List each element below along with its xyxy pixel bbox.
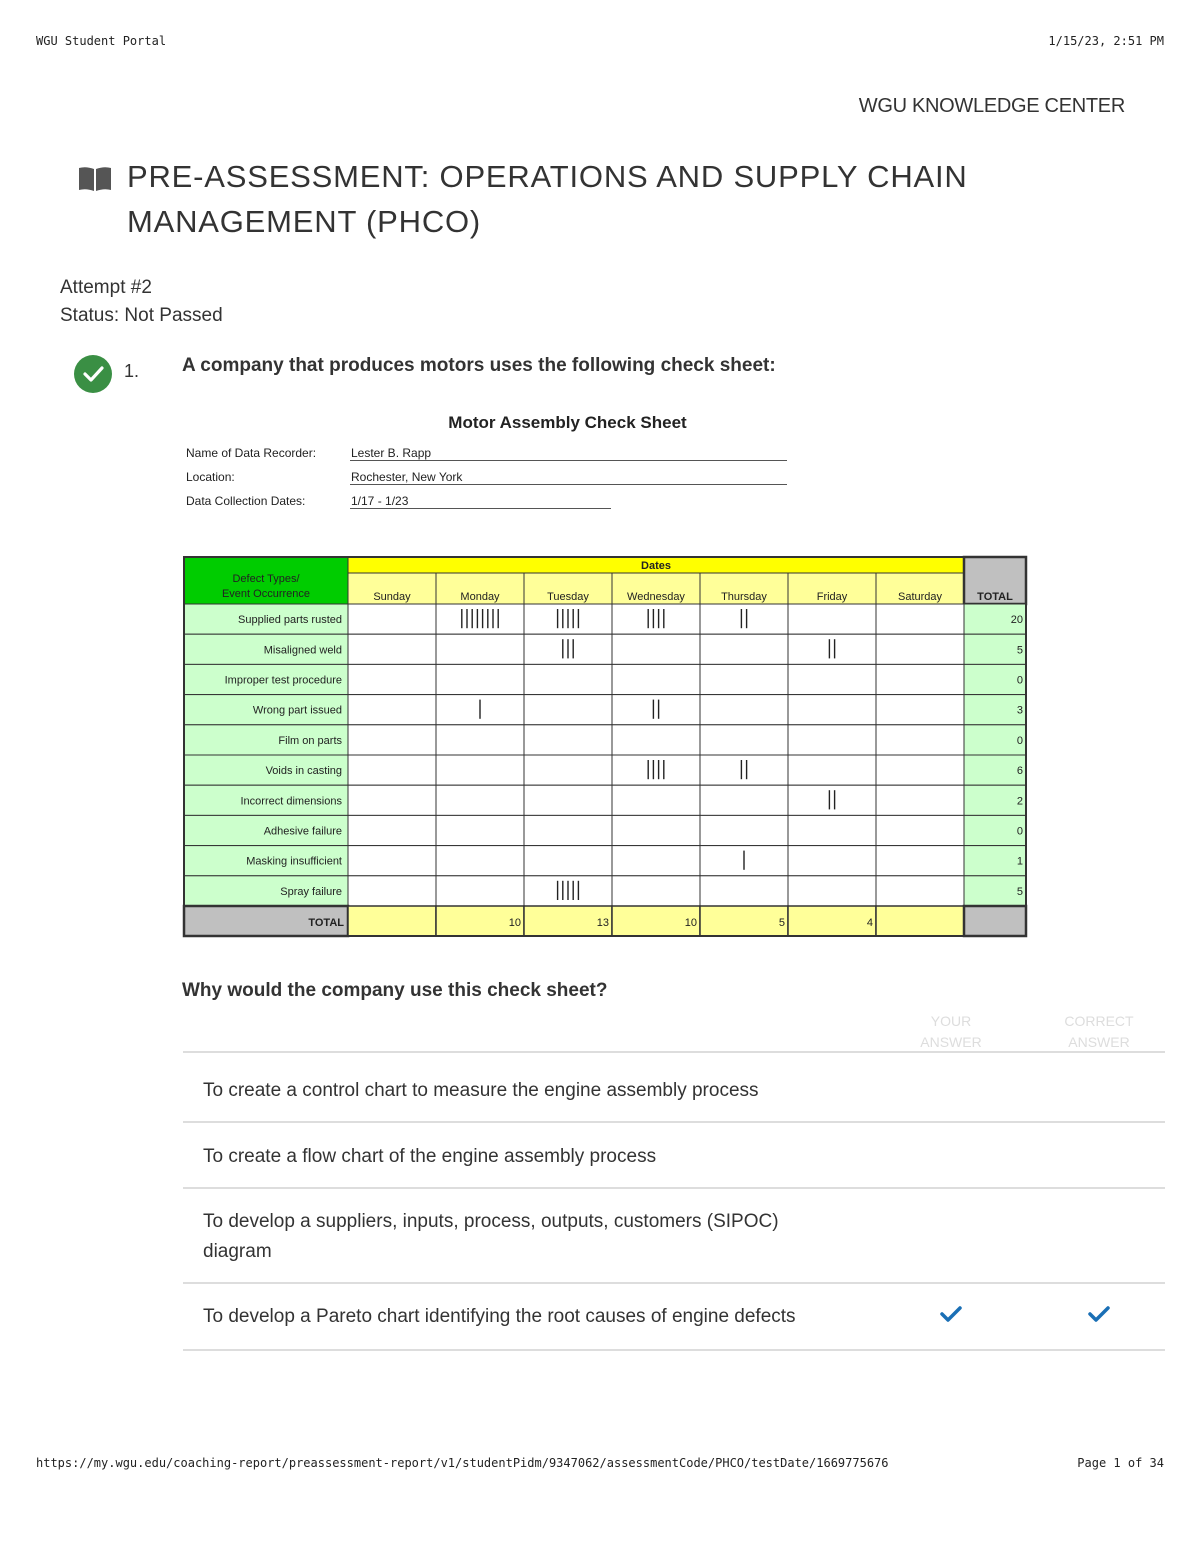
tally-cell	[348, 604, 436, 634]
tally-cell	[876, 785, 964, 815]
defect-label: Spray failure	[280, 885, 342, 898]
total-row-label: TOTAL	[308, 917, 344, 929]
defect-label: Voids in casting	[265, 765, 342, 778]
defect-label: Incorrect dimensions	[240, 795, 342, 808]
tally-cell	[524, 785, 612, 815]
day-header-friday: Friday	[816, 591, 848, 603]
tally-cell	[788, 664, 876, 694]
tally-cell	[524, 664, 612, 694]
day-header-wednesday: Wednesday	[627, 591, 685, 603]
defect-label: Masking insufficient	[246, 855, 342, 868]
answer-option[interactable]: To create a control chart to measure the engine assembly process	[203, 1080, 759, 1101]
column-total: 10	[684, 917, 697, 929]
row-total: 0	[1016, 734, 1023, 747]
tally-cell	[612, 755, 700, 785]
tally-cell	[876, 846, 964, 876]
divider	[183, 1282, 1165, 1284]
correct-answer-check-icon	[1088, 1305, 1110, 1323]
tally-cell	[876, 604, 964, 634]
location-label: Location:	[186, 470, 235, 484]
question-prompt: A company that produces motors uses the following check sheet:	[182, 355, 776, 376]
knowledge-center-link[interactable]: WGU KNOWLEDGE CENTER	[858, 95, 1125, 117]
column-total: 13	[596, 917, 609, 929]
correct-answer-header-line2: ANSWER	[1068, 1034, 1130, 1050]
row-total: 0	[1016, 674, 1023, 687]
tally-cell	[348, 634, 436, 664]
your-answer-header	[905, 1011, 997, 1053]
question-number: 1.	[124, 361, 140, 381]
defect-label: Wrong part issued	[252, 704, 342, 717]
divider	[183, 1121, 1165, 1123]
tally-cell	[612, 604, 700, 634]
day-header-tuesday: Tuesday	[547, 591, 589, 603]
tally-cell	[436, 634, 524, 664]
tally-cell	[788, 755, 876, 785]
row-total: 0	[1016, 825, 1023, 838]
tally-cell	[612, 634, 700, 664]
tally-cell	[524, 695, 612, 725]
page-number: Page 1 of 34	[1077, 1456, 1164, 1470]
day-header-thursday: Thursday	[721, 591, 767, 603]
tally-cell	[612, 876, 700, 906]
row-total: 20	[1010, 614, 1023, 627]
defect-label: Improper test procedure	[224, 674, 342, 687]
answer-option[interactable]: To develop a suppliers, inputs, process, outputs, customers (SIPOC) diagram	[203, 1211, 779, 1262]
attempt-status: Status: Not Passed	[60, 305, 223, 326]
tally-cell	[348, 664, 436, 694]
tally-cell	[612, 664, 700, 694]
row-total: 3	[1016, 704, 1023, 717]
day-header-sunday: Sunday	[373, 591, 411, 603]
attempt-info	[60, 274, 223, 330]
tally-cell	[612, 846, 700, 876]
correct-answer-header-line1: CORRECT	[1064, 1013, 1134, 1029]
divider	[183, 1051, 1165, 1053]
tally-cell	[788, 695, 876, 725]
tally-cell	[788, 846, 876, 876]
tally-cell	[436, 755, 524, 785]
divider	[183, 1187, 1165, 1189]
tally-cell	[348, 846, 436, 876]
defect-header-line1: Defect Types/	[232, 573, 300, 585]
tally-cell	[348, 755, 436, 785]
tally-cell	[700, 755, 788, 785]
tally-cell	[876, 815, 964, 845]
page-title	[127, 154, 1087, 244]
tally-cell	[436, 815, 524, 845]
tally-cell	[788, 634, 876, 664]
title-line-1: PRE-ASSESSMENT: OPERATIONS AND SUPPLY CHAIN	[127, 159, 968, 194]
your-answer-check-icon	[940, 1305, 962, 1323]
column-total: 4	[866, 917, 873, 929]
tally-cell	[348, 876, 436, 906]
tally-cell	[436, 876, 524, 906]
attempt-number: Attempt #2	[60, 277, 152, 298]
tally-cell	[700, 604, 788, 634]
tally-cell	[348, 815, 436, 845]
column-total: 5	[778, 917, 785, 929]
check-sheet-table	[182, 555, 1030, 940]
row-total: 5	[1016, 644, 1023, 657]
question-correct-badge	[74, 355, 112, 393]
tally-cell	[612, 785, 700, 815]
tally-cell	[788, 604, 876, 634]
answer-option[interactable]: To create a flow chart of the engine assembly process	[203, 1146, 657, 1167]
tally-cell	[788, 785, 876, 815]
defect-label: Film on parts	[278, 734, 342, 747]
tally-cell	[524, 755, 612, 785]
row-total: 5	[1016, 885, 1023, 898]
title-line-2: MANAGEMENT (PHCO)	[127, 204, 482, 239]
tally-cell	[348, 785, 436, 815]
tally-cell	[700, 785, 788, 815]
row-total: 1	[1016, 855, 1023, 868]
column-total-cell	[348, 906, 436, 936]
tally-cell	[788, 815, 876, 845]
dates-value: 1/17 - 1/23	[350, 494, 611, 509]
tally-cell	[700, 664, 788, 694]
divider	[183, 1349, 1165, 1351]
tally-cell	[436, 604, 524, 634]
tally-cell	[700, 725, 788, 755]
tally-cell	[612, 815, 700, 845]
tally-cell	[524, 725, 612, 755]
answer-option[interactable]: To develop a Pareto chart identifying the root causes of engine defects	[203, 1306, 796, 1327]
day-header-monday: Monday	[460, 591, 500, 603]
tally-cell	[700, 695, 788, 725]
tally-cell	[436, 785, 524, 815]
defect-header-line2: Event Occurrence	[221, 588, 311, 600]
recorder-label: Name of Data Recorder:	[186, 446, 317, 460]
defect-label: Supplied parts rusted	[238, 614, 342, 627]
column-total-cell	[876, 906, 964, 936]
correct-answer-header	[1050, 1011, 1148, 1053]
row-total: 6	[1016, 765, 1023, 778]
browser-page-title: WGU Student Portal	[36, 34, 167, 48]
question-follow-up: Why would the company use this check sheet?	[182, 980, 608, 1001]
tally-cell	[788, 876, 876, 906]
tally-cell	[436, 846, 524, 876]
recorder-value: Lester B. Rapp	[350, 446, 787, 461]
tally-cell	[876, 755, 964, 785]
tally-cell	[348, 695, 436, 725]
book-icon	[78, 166, 112, 192]
tally-cell	[876, 634, 964, 664]
total-column-header: TOTAL	[977, 591, 1013, 603]
tally-cell	[348, 725, 436, 755]
tally-cell	[700, 876, 788, 906]
check-sheet-title: Motor Assembly Check Sheet	[448, 413, 687, 432]
column-total-cell	[700, 906, 788, 936]
tally-cell	[436, 664, 524, 694]
tally-cell	[524, 846, 612, 876]
day-header-saturday: Saturday	[897, 591, 943, 603]
tally-cell	[700, 634, 788, 664]
column-total: 10	[508, 917, 521, 929]
defect-label: Adhesive failure	[263, 825, 342, 838]
tally-cell	[876, 876, 964, 906]
your-answer-header-line1: YOUR	[930, 1013, 972, 1029]
tally-cell	[876, 695, 964, 725]
grand-total-cell	[964, 906, 1026, 936]
tally-cell	[436, 725, 524, 755]
location-value: Rochester, New York	[350, 470, 787, 485]
tally-cell	[700, 815, 788, 845]
tally-cell	[788, 725, 876, 755]
tally-cell	[876, 664, 964, 694]
dates-label: Data Collection Dates:	[186, 494, 306, 508]
print-datetime: 1/15/23, 2:51 PM	[1048, 34, 1164, 48]
row-total: 2	[1016, 795, 1023, 808]
column-total-cell	[788, 906, 876, 936]
tally-cell	[612, 695, 700, 725]
your-answer-header-line2: ANSWER	[920, 1034, 982, 1050]
defect-label: Misaligned weld	[263, 644, 342, 657]
dates-header: Dates	[641, 560, 671, 572]
tally-cell	[524, 815, 612, 845]
page-url: https://my.wgu.edu/coaching-report/preassessment-report/v1/studentPidm/9347062/assessmentCode/PHCO/testDate/1669775676	[36, 1456, 889, 1470]
tally-cell	[876, 725, 964, 755]
checkmark-icon	[74, 355, 112, 393]
tally-cell	[612, 725, 700, 755]
